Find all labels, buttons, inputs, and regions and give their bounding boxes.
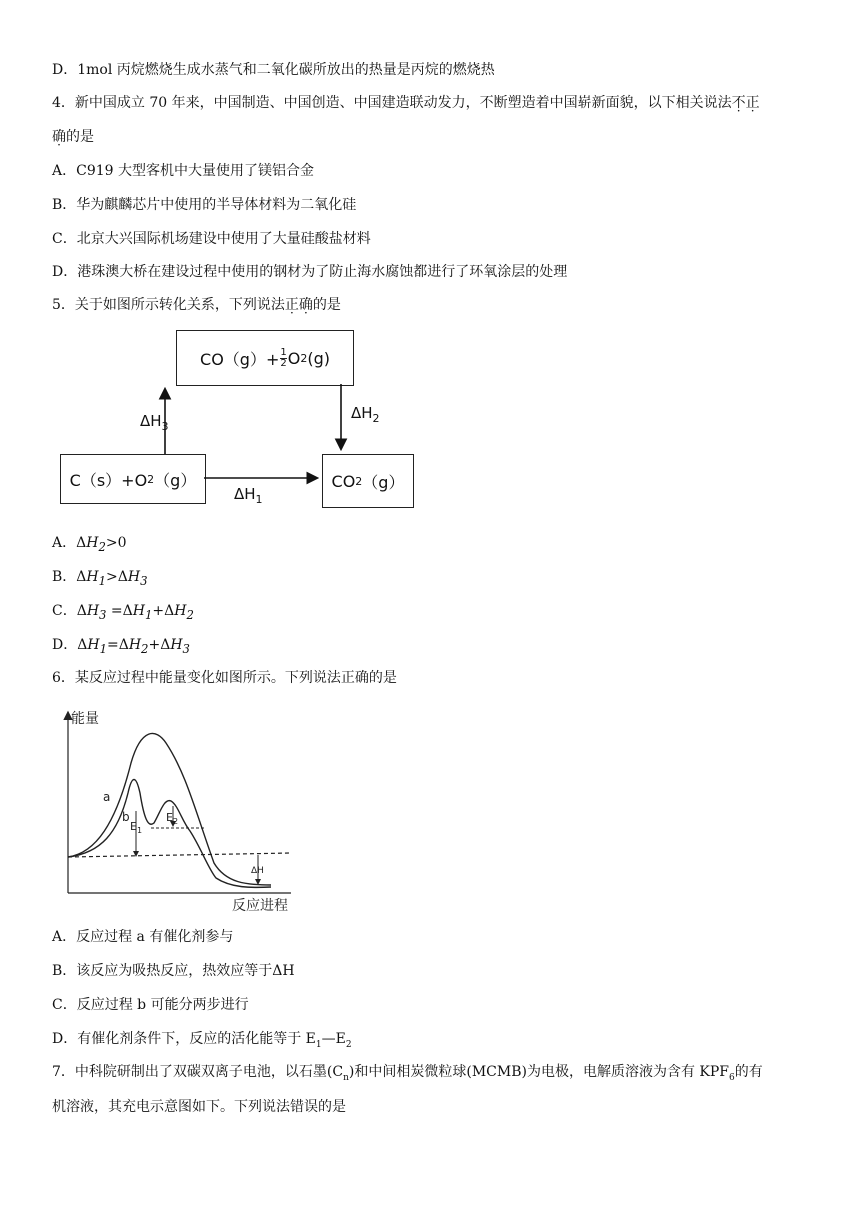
e1-label: $E_1$ (130, 820, 143, 835)
q5-option-c: C．$\Delta H_3 =\Delta H_1+\Delta H_2$ (52, 603, 194, 622)
e2-label: $E_2$ (166, 811, 179, 826)
q6-option-d: D．有催化剂条件下，反应的活化能等于 $E_1—E_2$ (52, 1031, 352, 1050)
q7-stem-line1: 7．中科院研制出了双碳双离子电池，以石墨$(C_n)$和中间相炭微粒球(MCMB)为电极，电解质溶液为含有 $KPF_6$的有 (52, 1064, 763, 1083)
label-dh2: $\Delta H_2$ (351, 404, 380, 425)
q6-option-a: A．反应过程 a 有催化剂参与 (52, 929, 234, 945)
top-box: CO（g）+ $\frac{1}{2}$ O 2 (g) (176, 330, 354, 386)
q4-stem-line1: 4．新中国成立 70 年来，中国制造、中国创造、中国建造联动发力，不断塑造着中国崭新面貌，以下相关说法不正 (52, 95, 760, 111)
q4-option-d: D．港珠澳大桥在建设过程中使用的钢材为了防止海水腐蚀都进行了环氧涂层的处理 (52, 264, 568, 280)
curve-a (68, 733, 271, 885)
energy-diagram (56, 703, 316, 918)
curve-b-label: b (122, 810, 130, 824)
q5-option-b: B．$\Delta H_1>\Delta H_3$ (52, 569, 148, 588)
curve-b (68, 780, 271, 888)
q5-option-d: D．$\Delta H_1=\Delta H_2+\Delta H_3$ (52, 637, 190, 656)
label-dh3: $\Delta H_3$ (140, 412, 169, 433)
q6-stem: 6．某反应过程中能量变化如图所示。下列说法正确的是 (52, 670, 397, 686)
label-dh1: $\Delta H_1$ (234, 485, 263, 506)
q4-stem-line2: 确的是 (52, 129, 94, 145)
q4-option-a: A．C919 大型客机中大量使用了镁铝合金 (52, 163, 314, 179)
q6-option-c: C．反应过程 b 可能分两步进行 (52, 997, 249, 1013)
q3-option-d: D．1mol 丙烷燃烧生成水蒸气和二氧化碳所放出的热量是丙烷的燃烧热 (52, 62, 495, 78)
q5-option-a: A．$\Delta H_2>0$ (52, 535, 127, 554)
q4-option-c: C．北京大兴国际机场建设中使用了大量硅酸盐材料 (52, 231, 371, 247)
curve-a-label: a (103, 790, 111, 804)
x-axis-label: 反应进程 (232, 898, 288, 914)
q5-stem: 5．关于如图所示转化关系，下列说法正确的是 (52, 297, 341, 313)
right-box: CO 2 （g） (322, 454, 414, 508)
q7-stem-line2: 机溶液，其充电示意图如下。下列说法错误的是 (52, 1099, 346, 1115)
q6-option-b: B．该反应为吸热反应，热效应等于ΔH (52, 963, 295, 979)
left-box: C（s）+O 2 （g） (60, 454, 206, 504)
q4-option-b: B．华为麒麟芯片中使用的半导体材料为二氧化硅 (52, 197, 357, 213)
y-axis-label: 能量 (71, 711, 99, 727)
dh-label: ΔH (251, 866, 264, 876)
